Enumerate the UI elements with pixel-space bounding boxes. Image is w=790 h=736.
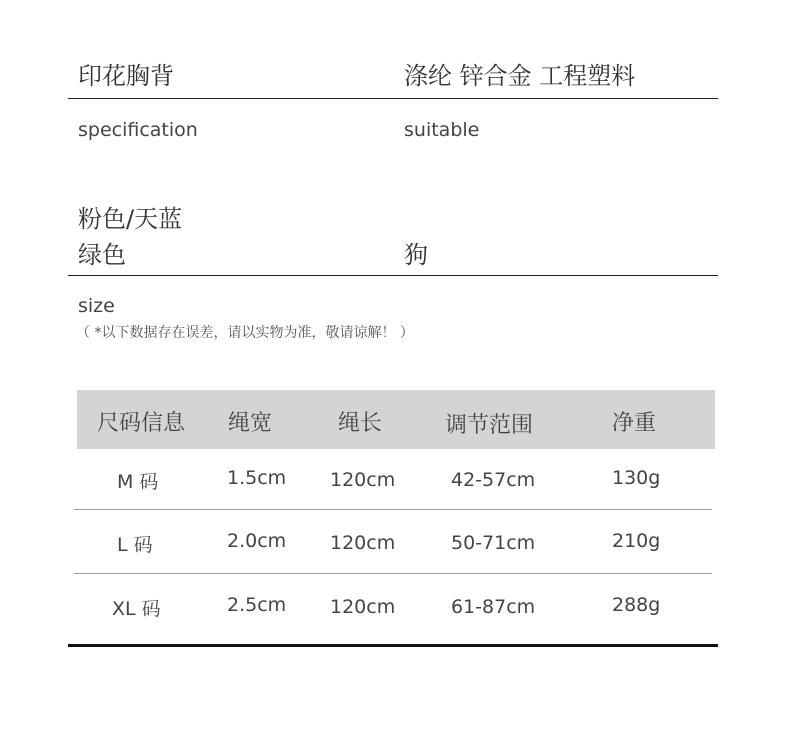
divider-top <box>68 98 718 99</box>
cell-adjust-range: 42-57cm <box>451 469 536 491</box>
divider-bottom <box>68 644 718 647</box>
cell-adjust-range: 61-87cm <box>451 596 536 618</box>
specification-label: specification <box>78 119 198 141</box>
cell-size: L 码 <box>117 534 153 556</box>
cell-rope-length: 120cm <box>330 532 396 554</box>
row-divider <box>74 509 712 510</box>
cell-adjust-range: 50-71cm <box>451 532 536 554</box>
size-table-header <box>77 390 715 449</box>
header-adjust-range: 调节范围 <box>445 413 534 438</box>
size-label: size <box>78 295 115 317</box>
cell-size: M 码 <box>117 471 159 493</box>
header-net-weight: 净重 <box>612 411 657 436</box>
material-text: 涤纶 锌合金 工程塑料 <box>404 62 636 90</box>
cell-net-weight: 130g <box>612 467 661 489</box>
cell-size: XL 码 <box>112 598 161 620</box>
cell-rope-length: 120cm <box>330 469 396 491</box>
header-rope-length: 绳长 <box>338 411 383 436</box>
header-rope-width: 绳宽 <box>228 411 273 436</box>
divider-middle <box>68 275 718 276</box>
product-name: 印花胸背 <box>78 62 174 90</box>
color-option-2: 绿色 <box>78 241 126 269</box>
row-divider <box>74 573 712 574</box>
header-size-info: 尺码信息 <box>97 411 186 436</box>
suitable-value: 狗 <box>404 241 428 269</box>
cell-net-weight: 288g <box>612 594 661 616</box>
cell-rope-width: 2.0cm <box>227 530 287 552</box>
cell-rope-width: 1.5cm <box>227 467 287 489</box>
color-option-1: 粉色/天蓝 <box>78 205 183 233</box>
size-note: （ *以下数据存在误差，请以实物为准，敬请谅解！ ） <box>76 325 414 341</box>
cell-rope-length: 120cm <box>330 596 396 618</box>
cell-rope-width: 2.5cm <box>227 594 287 616</box>
cell-net-weight: 210g <box>612 530 661 552</box>
suitable-label: suitable <box>404 119 480 141</box>
